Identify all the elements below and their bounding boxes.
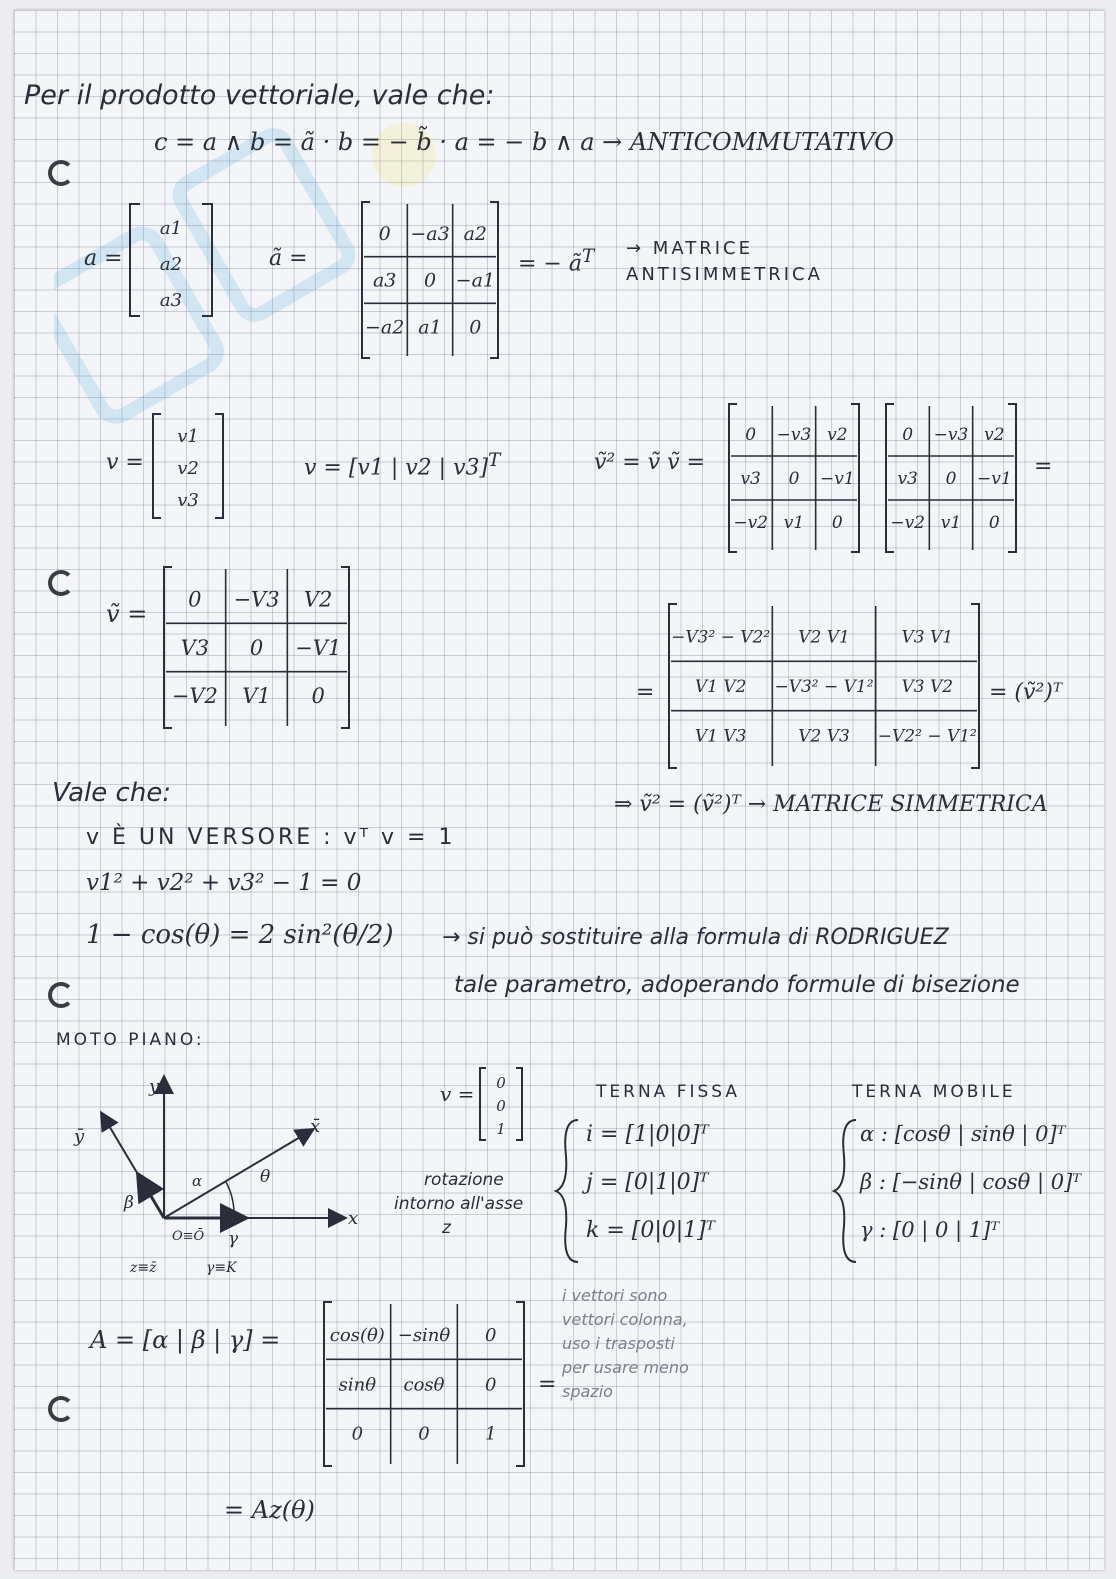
v-tilde-label: ṽ = (106, 600, 148, 628)
v-axis-entry: 1 (496, 1120, 506, 1138)
vector-v-row (304, 450, 500, 480)
a-tilde-transpose-text: = − ã (518, 251, 582, 277)
terna-mobile-gamma-value: [0 | 0 | 1]ᵀ (893, 1218, 1000, 1242)
matrix-cell: V1 (242, 684, 271, 709)
gamma-label: γ (228, 1229, 239, 1249)
moto-piano-heading: MOTO PIANO: (56, 1030, 205, 1050)
matrix-cell: 0 (418, 1423, 430, 1445)
terna-fissa-k: k = [0|0|1]ᵀ (586, 1218, 715, 1243)
binder-hole-mark (48, 1396, 74, 1422)
vector-a-label: a = (84, 246, 123, 271)
matrix-cell: −V3² − V2² (671, 627, 771, 648)
terna-mobile-gamma-name: γ (860, 1218, 873, 1242)
alpha-label: α (192, 1172, 203, 1190)
vectors-side-note (562, 1284, 689, 1404)
A-matrix-equals: = (538, 1372, 557, 1397)
terna-fissa-j-value: [0|1|0]ᵀ (625, 1170, 709, 1195)
vector-a (126, 200, 216, 320)
v-axis-label: v = (440, 1082, 475, 1106)
terna-mobile-title: TERNA MOBILE (852, 1082, 1016, 1102)
theta-label: θ (260, 1167, 271, 1187)
matrix-cell: a2 (463, 222, 488, 245)
vector-v-entry: v2 (177, 458, 199, 479)
side-note-line: i vettori sono (562, 1286, 668, 1305)
matrix-cell: 0 (249, 635, 264, 660)
section-title: Per il prodotto vettoriale, vale che: (24, 80, 495, 111)
rodrigues-note-1: → si può sostituire alla formula di RODRIGUEZ (442, 925, 949, 950)
matrix-bracket-right (341, 567, 349, 728)
terna-fissa-j-name: j (586, 1170, 593, 1195)
terna-mobile-beta-name: β (860, 1170, 873, 1194)
matrix-cell: 0 (351, 1423, 364, 1445)
v2-result-prefix: = (636, 680, 655, 705)
matrix-cell: 0 (423, 269, 437, 292)
matrix-cell: 0 (988, 512, 1000, 533)
norm-equation: v1² + v2² + v3² − 1 = 0 (86, 870, 362, 896)
matrix-cell: 1 (484, 1423, 497, 1445)
vale-che-heading: Vale che: (52, 778, 172, 808)
v-axis-entry: 0 (496, 1097, 506, 1115)
matrix-cell: 0 (469, 316, 482, 339)
cos-identity: 1 − cos(θ) = 2 sin²(θ/2) (86, 920, 394, 950)
v2-result-suffix: = (ṽ²)ᵀ (989, 680, 1063, 705)
matrix-cell: 0 (745, 424, 757, 445)
matrix-bracket-right (516, 1302, 524, 1466)
matrix-cell: V2 V3 (798, 726, 850, 747)
terna-mobile-alpha-value: [cosθ | sinθ | 0]ᵀ (894, 1122, 1066, 1146)
matrix-cell: cos(θ) (329, 1324, 385, 1346)
side-note-line: vettori colonna, (562, 1310, 688, 1329)
matrix-cell: 0 (788, 468, 800, 489)
matrix-cell: −V3 (233, 587, 280, 612)
versore-statement: v È UN VERSORE : vᵀ v = 1 (86, 825, 456, 850)
y-bar-axis-label: ȳ (74, 1126, 85, 1147)
matrix-cell: V3 V2 (901, 676, 954, 697)
terna-mobile-gamma: γ : [0 | 0 | 1]ᵀ (860, 1218, 1000, 1242)
matrix-cell: 0 (484, 1374, 497, 1396)
matrix-cell: V2 (303, 587, 333, 612)
vector-a-entry: a3 (159, 290, 183, 311)
a-tilde-transpose (518, 246, 594, 276)
binder-hole-mark (48, 160, 74, 186)
matrix-cell: −v3 (776, 424, 812, 445)
side-note-line: uso i trasposti (562, 1334, 675, 1353)
terna-mobile-alpha: α : [cosθ | sinθ | 0]ᵀ (860, 1122, 1066, 1146)
vector-v-entry: v3 (177, 490, 199, 511)
matrix-cell: cosθ (403, 1374, 445, 1396)
terna-fissa-title: TERNA FISSA (596, 1082, 741, 1102)
matrix-cell: −a3 (410, 222, 450, 245)
matrix-cell: a3 (372, 269, 397, 292)
A-matrix-label: A = [α | β | γ] = (90, 1326, 281, 1354)
side-note-line: per usare meno (562, 1358, 689, 1377)
v-tilde-matrix (154, 565, 359, 730)
origin-label: O≡Ō (172, 1229, 205, 1244)
x-axis-label: x (348, 1208, 359, 1229)
matrix-cell: −V1 (295, 635, 342, 660)
matrix-cell: −v2 (733, 512, 769, 533)
matrix-cell: V1 V3 (694, 726, 747, 747)
matrix-cell: −V2² − V1² (877, 726, 977, 747)
terna-fissa-i-value: [1|0|0]ᵀ (625, 1122, 709, 1147)
v-tilde-matrix-left (719, 402, 869, 554)
matrix-cell: V1 V2 (694, 676, 747, 697)
rotation-note-1: rotazione (424, 1170, 504, 1190)
A-z-theta: = Az(θ) (224, 1496, 315, 1524)
matrix-cell: −v2 (890, 512, 926, 533)
a-tilde-label: ã = (269, 246, 308, 271)
side-note-line: spazio (562, 1382, 613, 1401)
binder-hole-mark (48, 570, 74, 596)
a-tilde-matrix (352, 200, 508, 360)
plane-motion-diagram (54, 1058, 374, 1278)
matrix-cell: 0 (902, 424, 914, 445)
matrix-cell: −sinθ (397, 1324, 451, 1346)
matrix-cell: 0 (831, 512, 843, 533)
y-axis-label: y (149, 1076, 160, 1097)
binder-hole-mark (48, 982, 74, 1008)
matrix-cell: v2 (984, 424, 1005, 445)
matrix-cell: −a2 (364, 316, 405, 339)
terna-mobile-brace (832, 1116, 862, 1266)
terna-fissa-j: j = [0|1|0]ᵀ (586, 1170, 709, 1195)
a-tilde-transpose-sup: T (581, 246, 595, 267)
vector-a-entry: a2 (159, 254, 183, 275)
matrix-cell: a1 (418, 316, 442, 339)
v-tilde-squared-label: ṽ² = ṽ ṽ = (594, 450, 705, 475)
terna-mobile-beta: β : [−sinθ | cosθ | 0]ᵀ (860, 1170, 1082, 1194)
terna-fissa-i-name: i (586, 1122, 594, 1147)
vector-v-entry: v1 (177, 426, 199, 447)
matrix-cell: −V3² − V1² (774, 676, 874, 697)
beta-label: β (124, 1193, 134, 1213)
vector-v (149, 410, 229, 522)
matrix-cell: v3 (740, 468, 761, 489)
v-axis-vector (476, 1064, 528, 1144)
matrix-cell: −a1 (455, 269, 496, 292)
symmetric-statement: ⇒ ṽ² = (ṽ²)ᵀ → MATRICE SIMMETRICA (614, 792, 1048, 817)
terna-mobile-alpha-name: α (860, 1122, 875, 1146)
matrix-cell: −v1 (976, 468, 1012, 489)
z-label: z≡z̄ (130, 1260, 157, 1276)
matrix-cell: 0 (378, 222, 391, 245)
vector-a-entry: a1 (159, 218, 183, 239)
vector-v-label: v = (106, 450, 144, 475)
matrix-cell: sinθ (338, 1374, 377, 1396)
matrix-cell: V3 (180, 635, 210, 660)
matrix-cell: −v3 (933, 424, 969, 445)
matrix-cell: v1 (940, 512, 962, 533)
notebook-page (14, 10, 1104, 1570)
matrix-cell: 0 (945, 468, 957, 489)
matrix-cell: 0 (484, 1324, 497, 1346)
v-tilde-squared-result (659, 602, 989, 770)
terna-fissa-i: i = [1|0|0]ᵀ (586, 1122, 709, 1147)
rotation-note-3: z (442, 1218, 451, 1238)
matrix-cell: 0 (311, 684, 325, 709)
matrix-cell: −V2 (171, 684, 218, 709)
rodrigues-note-2: tale parametro, adoperando formule di bisezione (454, 972, 1020, 998)
matrix-cell: v2 (827, 424, 848, 445)
matrix-cell: 0 (188, 587, 202, 612)
v-tilde-matrix-right (876, 402, 1026, 554)
matrix-cell: −v1 (819, 468, 855, 489)
matrix-cell: V3 V1 (901, 627, 954, 648)
cross-product-equation: c = a ∧ b = ã · b = − b̃ · a = − b ∧ a → ANTICOMMUTATIVO (154, 128, 894, 156)
antisymmetric-note: → MATRICE ANTISIMMETRICA (626, 238, 823, 285)
vector-v-row-text: v = [v1 | v2 | v3] (304, 455, 489, 481)
matrix-cell: V2 V1 (798, 627, 850, 648)
rotation-note-2: intorno all'asse (394, 1194, 524, 1214)
v-squared-equals: = (1034, 454, 1053, 479)
matrix-cell: v3 (897, 468, 918, 489)
v-axis-entry: 0 (496, 1074, 506, 1092)
terna-fissa-brace (554, 1116, 584, 1266)
A-matrix (314, 1300, 534, 1468)
x-bar-axis-label: x̄ (310, 1116, 321, 1137)
terna-mobile-beta-value: [−sinθ | cosθ | 0]ᵀ (892, 1170, 1082, 1194)
matrix-cell: v1 (783, 512, 805, 533)
gamma-k-label: γ≡K (206, 1260, 237, 1276)
terna-fissa-k-value: [0|0|1]ᵀ (631, 1218, 715, 1243)
terna-fissa-k-name: k (586, 1218, 600, 1243)
vector-v-row-sup: T (488, 450, 501, 471)
